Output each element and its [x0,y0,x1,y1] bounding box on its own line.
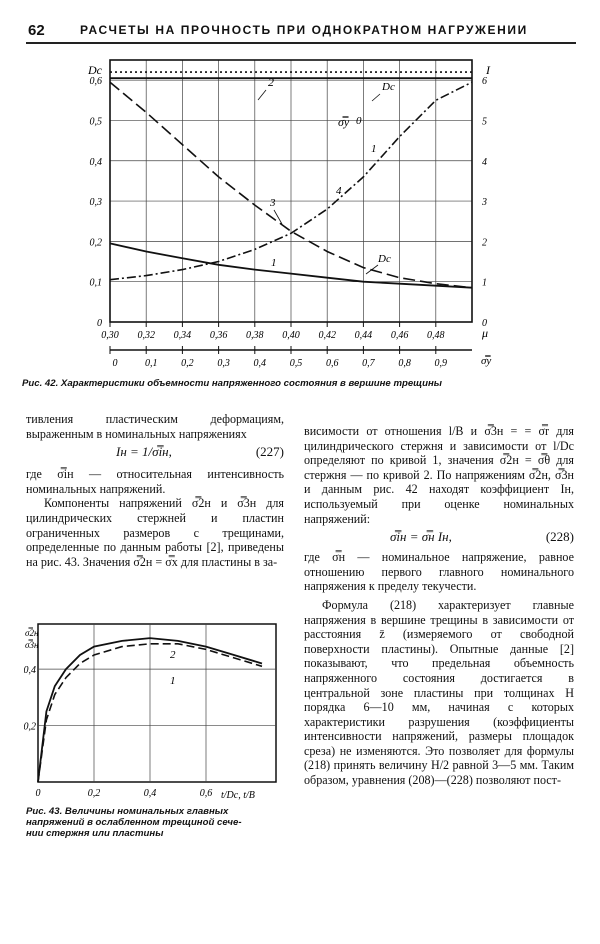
f43-grid [38,624,276,782]
right-para-2: где σ̿н — номинальное напряжение, равное отношению первого главного номинального напряжения к пределу текучести. [304,550,574,594]
f42-leader-dc-bottom [366,265,378,274]
f42-tick-label-y-left: 0,5 [89,116,102,128]
f43-tick-labels [24,665,212,799]
f42-tick-label-x2: 0,3 [217,358,230,369]
f42-xlabel-primary: μ [482,326,489,340]
f42-label-sigma-y: σ̿y [338,115,350,129]
header-rule [26,42,576,44]
f43-label-curve-2: 2 [170,649,176,661]
left-para-3: Компоненты напряжений σ̿2н и σ̿3н для цилиндрических стержней и пластин ограниченных размеров с трещинами, определенные по данным работы [2], приведены на рис. 43. Значения σ̿2н = σ̿x для пластины в за- [26,496,284,569]
f42-tick-label-y-right: 3 [482,197,487,209]
f42-grid [110,60,472,322]
f42-label-dc-bottom: Dc [378,253,391,265]
f42-tick-label-x2: 0,5 [289,358,303,369]
f42-tick-label-x: 0,48 [427,330,445,341]
f43-tick-label-x: 0,4 [143,788,157,799]
left-column-top [26,412,284,569]
formula-228 [304,526,574,550]
left-para-1: тивления пластическим деформациям, выраженным в номинальных напряжениях [26,412,284,441]
f42-tick-label-x: 0,32 [137,330,155,341]
f43-caption-line-2: напряжений в ослабленном трещиной сече- [26,817,242,828]
f42-label-curve-1-lower: 1 [271,257,277,269]
f43-label-curve-1: 1 [170,675,176,687]
f42-tick-label-x2: 0,9 [434,358,448,369]
f42-tick-label-x: 0,38 [246,330,264,341]
f42-tick-label-x: 0,34 [173,330,192,341]
f42-tick-label-x: 0,30 [101,330,119,341]
page-number: 62 [28,22,45,39]
f42-label-dc-top: Dc [382,81,395,93]
formula-228-expr: σ̿iн = σ̿н Iн, [390,529,452,545]
f42-tick-label-y-left: 0 [97,318,102,329]
f42-leader-2 [258,90,266,100]
formula-227-expr: Iн = 1/σ̿iн, [116,444,172,460]
f42-tick-label-y-left: 0,2 [89,237,102,249]
f42-tick-label-x2: 0,8 [398,358,411,369]
f43-caption-line-3: нии стержня или пластины [26,828,164,839]
f42-tick-label-x2: 0 [112,358,118,369]
f42-tick-label-x2: 0,2 [181,358,194,369]
f42-tick-label-x: 0,42 [318,330,336,341]
f42-label-sigma-y-value: 0 [356,115,362,127]
f42-tick-label-x2: 0,1 [144,358,158,369]
f42-xlabel-secondary: σ̿y [481,355,492,367]
f43-tick-label-y: 0,4 [24,665,36,677]
f42-tick-label-x: 0,40 [282,330,300,341]
f42-tick-label-x: 0,44 [354,330,373,341]
figure-43-caption [26,806,282,839]
f42-tick-label-y-left: 0,3 [89,197,102,209]
right-para-3: Формула (218) характеризует главные напряжения в вершине трещины в зависимости от расстояния z̄ (измеряемого от свободной поверхности пластины). Опытные данные [2] показывают, что предельная объемность напряженного состояния достигается в центральной зоне пластины при толщинах H порядка 6—10 мм, начиная с которых характеристики разрушения (коэффициенты интенсивности напряжений, размеры площадок среза) не изменяются. Это позволяет для формулы (218) принять величину H/2 равной 3—5 мм. Таким образом, уравнения (208)—(228) позволяют пост- [304,597,574,788]
f42-ylabel-left: Dc [88,63,102,77]
figure-42-caption: Рис. 42. Характеристики объемности напряженного состояния в вершине трещины [22,378,442,389]
f42-tick-label-y-left: 0,6 [89,76,102,88]
f42-tick-label-x2: 0,4 [253,358,267,369]
f43-tick-label-x: 0,2 [87,788,101,799]
formula-227 [26,441,284,465]
f42-tick-label-y-right: 6 [482,76,487,88]
right-para-1: висимости от отношения l/B и σ̿3н = = σ̿r для цилиндрического стержня и зависимости от l/Dc определяют по кривой 1, значения σ̿2н = σ̿θ для стержня — по кривой 2. По напряжениям σ̿2н, σ̿3н и данным рис. 42 находят коэффициент Iн, используемый при оценке номинальных напряжений: [304,424,574,526]
f42-tick-label-x: 0,46 [390,330,409,341]
f42-ylabel-right: I [486,63,490,77]
f42-label-curve-2: 2 [268,75,274,89]
f42-tick-label-x: 0,36 [209,330,228,341]
f43-ylabel-bottom: σ̿3н [25,640,39,650]
f42-tick-label-y-right: 1 [482,277,487,289]
f42-leader-dc-top [372,94,380,101]
running-header: РАСЧЕТЫ НА ПРОЧНОСТЬ ПРИ ОДНОКРАТНОМ НАГРУЖЕНИИ [80,23,528,37]
f43-tick-label-y: 0,2 [24,721,36,733]
formula-228-number: (228) [545,529,574,545]
right-column [304,424,574,788]
f42-tick-label-y-right: 2 [482,237,487,249]
f43-xlabel: t/Dc, t/B [221,790,255,801]
f43-plot-frame [38,624,276,782]
f42-label-curve-4: 4 [336,185,342,197]
f42-tick-label-y-right: 0 [482,318,487,329]
f42-tick-label-y-left: 0,4 [89,156,102,168]
f42-leader-3 [274,210,282,224]
formula-227-number: (227) [255,444,284,460]
f42-tick-label-y-left: 0,1 [89,277,102,289]
f42-tick-label-y-right: 4 [482,156,487,168]
f42-tick-label-x2: 0,7 [362,358,375,369]
figure-43-chart [24,620,284,802]
left-para-2: где σ̿iн — относительная интенсивность номинальных напряжений. [26,467,284,496]
f42-label-curve-1-upper: 1 [371,143,377,155]
f43-caption-line-1: Рис. 43. Величины номинальных главных [26,806,229,817]
f42-label-curve-3: 3 [270,197,276,209]
f43-tick-label-x: 0 [35,788,41,799]
f42-tick-label-x2: 0,6 [325,358,339,369]
f43-ylabel-top: σ̿2н [25,628,39,638]
figure-42-chart [0,48,600,378]
f42-tick-label-y-right: 5 [482,116,487,128]
f43-tick-label-x: 0,6 [199,788,213,799]
